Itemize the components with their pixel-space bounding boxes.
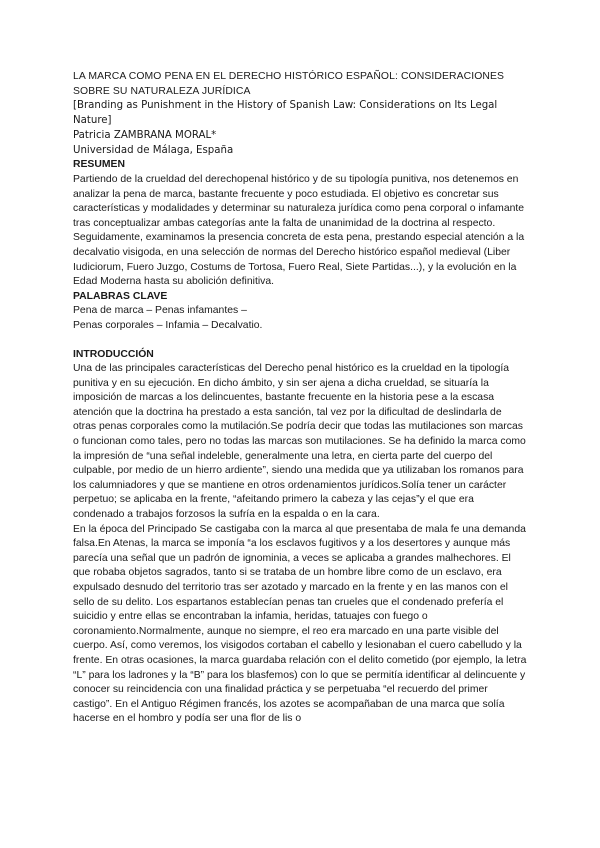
section-spacer [73, 334, 527, 348]
resumen-heading: RESUMEN [73, 159, 125, 171]
resumen-text: Partiendo de la crueldad del derechopenal histórico y de su tipología punitiva, nos detenemos en analizar la pena de marca, bastante frecuente y poco estudiada. El objetivo es concretar sus características y modalidades y determinar su naturaleza jurídica como pena corporal o infamante tras conceptualizar ambas categorías ante la falta de unanimidad de la doctrina al respecto. Seguidamente, examinamos la presencia concreta de esta pena, prestando especial atención a la decalvatio visigoda, en una selección de normas del Derecho histórico español medieval (Liber Iudiciorum, Fuero Juzgo, Costums de Tortosa, Fuero Real, Siete Partidas...), y la evolución en la Edad Moderna hasta su abolición definitiva. [73, 173, 525, 288]
title-english: [Branding as Punishment in the History of Spanish Law: Considerations on Its Legal Nature] [73, 100, 498, 126]
document-page [73, 70, 527, 727]
keywords-line: Penas corporales – Infamia – Decalvatio. [73, 319, 263, 331]
keywords-line: Pena de marca – Penas infamantes – [73, 305, 247, 317]
keywords-list [73, 304, 527, 333]
intro-paragraph: Una de las principales características del Derecho penal histórico es la crueldad en la tipología punitiva y en su ejecución. En dicho ámbito, y sin ser ajena a dicha crueldad, se situaría la imposición de marcas a los delincuentes, bastante frecuente en la historia pese a la escasa atención que la doctrina ha prestado a esta sanción, tal vez por la dificultad de deslindarla de otras penas corporales como la mutilación.Se podría decir que todas las mutilaciones son marcas o funcionan como tales, pero no todas las marcas son mutilaciones. Se ha definido la marca como la impresión de “una señal indeleble, generalmente una letra, en cierta parte del cuerpo del culpable, por medio de un hierro ardiente”, siendo una medida que ya utilizaban los romanos para los calumniadores y que se mantiene en otros ordenamientos jurídicos.Solía tener un carácter perpetuo; se aplicaba en la frente, “afeitando primero la cabeza y las cejas”y el que era condenado a trabajos forzosos la sufría en la espalda o en la cara. [73, 363, 526, 521]
intro-heading: INTRODUCCIÓN [73, 348, 154, 360]
intro-paragraph: En la época del Principado Se castigaba con la marca al que presentaba de mala fe una demanda falsa.En Atenas, la marca se imponía “a los esclavos fugitivos y a los desertores y aunque más parecía una señal que un padrón de ignominia, a veces se aplicaba a grandes malhechores. El que robaba objetos sagrados, tanto si se trataba de un hombre libre como de un esclavo, era expulsado desnudo del territorio tras ser azotado y marcado en la frente y en las manos con el sello de su delito. Los espartanos establecían penas tan crueles que el condenado prefería el suicidio y entre ellas se encontraban la infamia, heridas, tatuajes con fuego o coronamiento.Normalmente, aunque no siempre, el reo era marcado en una parte visible del cuerpo. Así, como veremos, los visigodos cortaban el cabello y lesionaban el cuero cabelludo y la frente. En otras ocasiones, la marca guardaba relación con el delito cometido (por ejemplo, la letra “L” para los ladrones y la “B” para los blasfemos) con lo que se permitía identificar al delincuente y conocer su reincidencia con una finalidad práctica y se perpetuaba “el recuerdo del primer castigo”. En el Antiguo Régimen francés, los azotes se acompañaban de una marca que solía hacerse en el hombro y podía ser una flor de lis o [73, 523, 527, 725]
author-affiliation: Universidad de Málaga, España [73, 144, 234, 156]
author-name: Patricia ZAMBRANA MORAL* [73, 129, 217, 141]
keywords-heading: PALABRAS CLAVE [73, 290, 168, 302]
title-spanish: LA MARCA COMO PENA EN EL DERECHO HISTÓRICO ESPAÑOL: CONSIDERACIONES SOBRE SU NATURALEZA JURÍDICA [73, 71, 505, 97]
